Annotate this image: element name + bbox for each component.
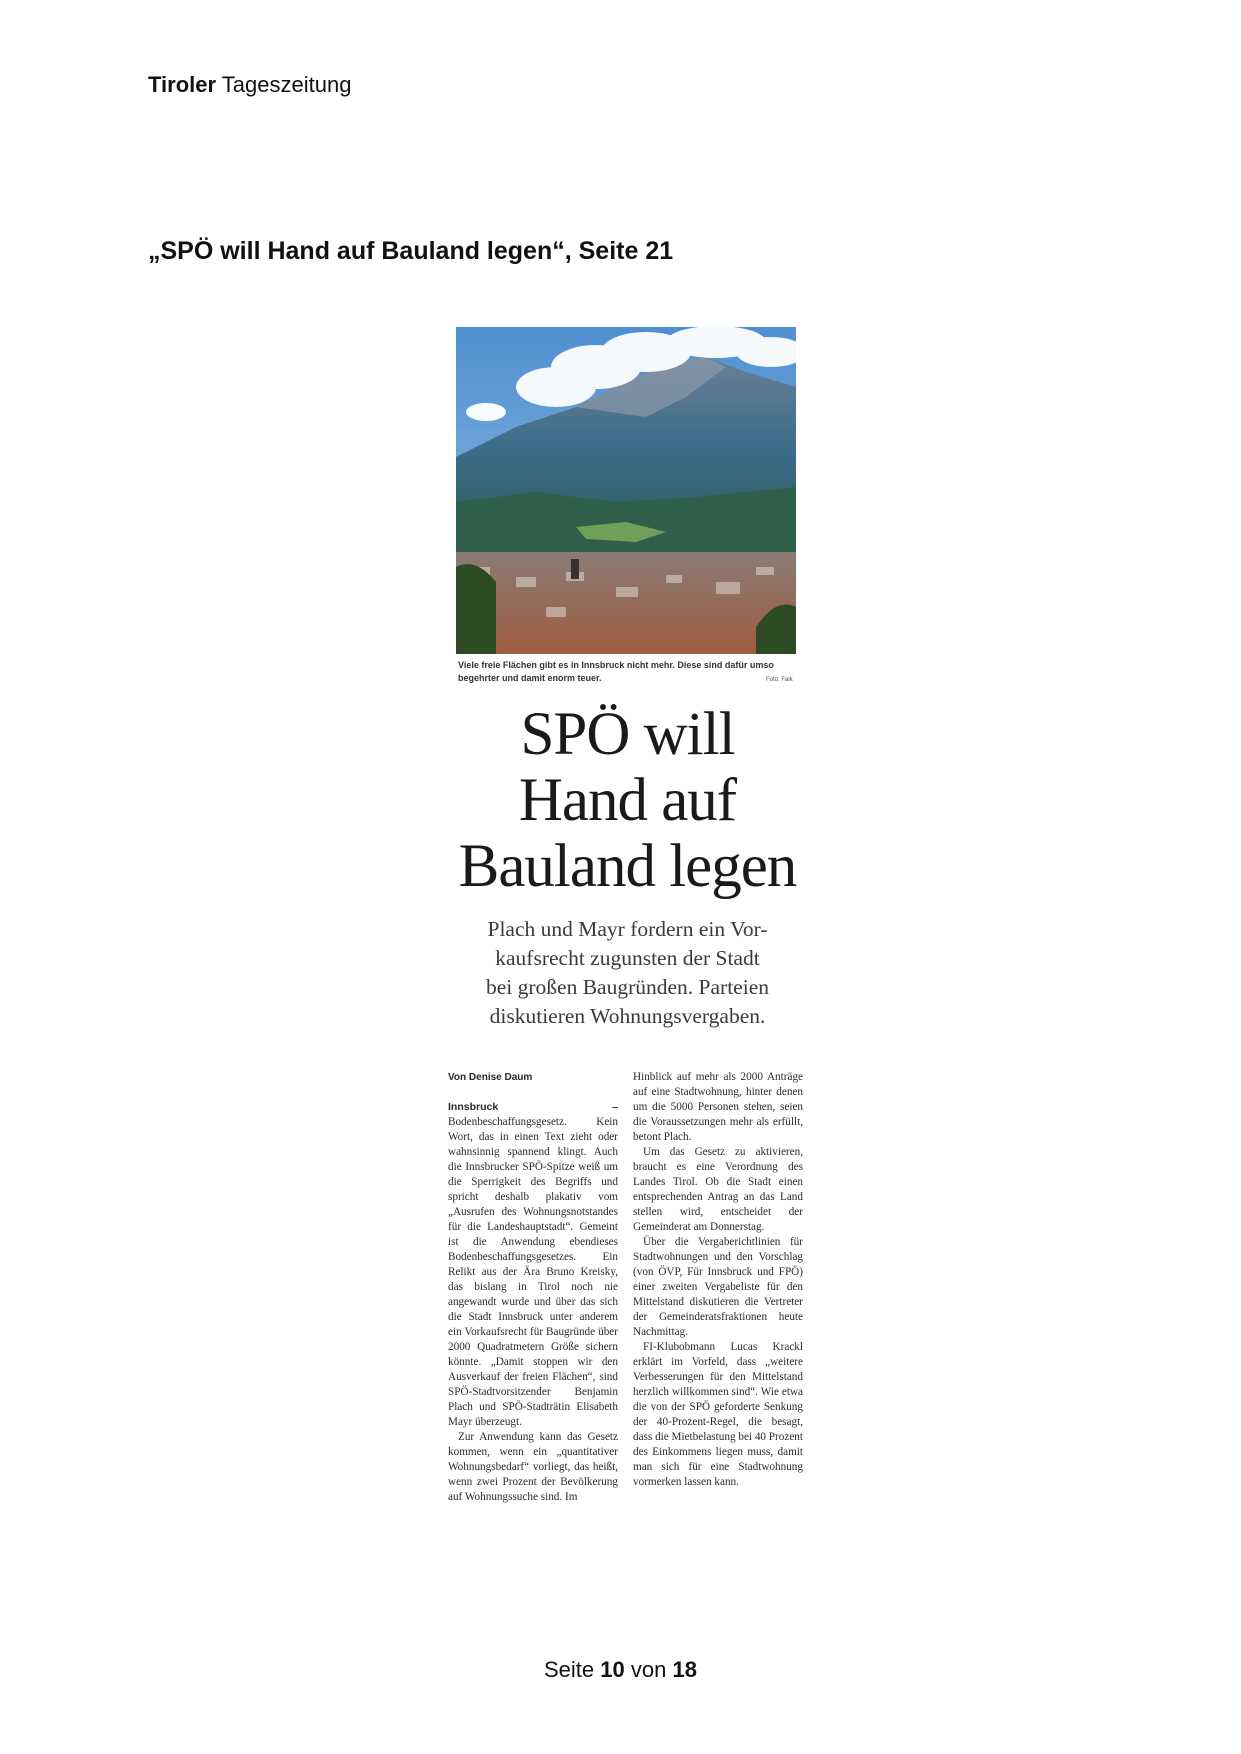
innsbruck-mountain-photo [456,327,796,654]
total-pages: 18 [672,1657,697,1682]
dateline: Innsbruck – [448,1101,618,1113]
article-reference-title: „SPÖ will Hand auf Bauland legen“, Seite 21 [148,237,674,265]
subhead-line: kaufsrecht zugunsten der Stadt [495,946,760,970]
paragraph-text: Bodenbeschaffungsgesetz. Kein Wort, das in einen Text zieht oder wahnsinnig spannend klingt. Auch die Innsbrucker SPÖ-Spitze weiß um die Sperrigkeit des Begriffs und spricht deshalb plakativ vom „Ausrufen des Wohnungsnotstandes für die Landeshauptstadt“. Gemeint ist die Anwendung ebendieses Bodenbeschaffungsgesetzes. Ein Relikt aus der Ära Bruno Kreisky, das bislang in Tirol noch nie angewandt wurde und über das sich die Stadt Innsbruck unter anderem ein Vorkaufsrecht für Baugründe über 2000 Quadratmetern Größe sichern könnte. „Damit stoppen wir den Ausverkauf der freien Flächen“, sind SPÖ-Stadtvorsitzender Benjamin Plach und SPÖ-Stadträtin Elisabeth Mayr überzeugt. [448,1116,618,1428]
subhead-line: bei großen Baugründen. Parteien [486,975,769,999]
subhead-line: Plach und Mayr fordern ein Vor- [487,917,768,941]
publication-name-bold: Tiroler [148,72,217,97]
current-page: 10 [600,1657,625,1682]
page-number [0,1657,1241,1683]
publication-name-rest: Tageszeitung [221,72,352,97]
article-subheadline [440,915,815,1031]
body-paragraph: Hinblick auf mehr als 2000 Anträge auf eine Stadtwohnung, hinter denen um die 5000 Personen stehen, seien die Voraussetzungen mehr als erfüllt, betont Plach. [633,1071,803,1143]
article-column-2 [633,1070,803,1490]
headline-line: Hand auf [518,767,737,834]
body-paragraph: FI-Klubobmann Lucas Krackl erklärt im Vorfeld, dass „weitere Verbesserungen für den Mittelstand herzlich willkommen sind“. Wie etwa die von der SPÖ geforderte Senkung der 40-Prozent-Regel, die besagt, dass die Mietbelastung bei 40 Prozent des Einkommens liegen muss, damit man sich für eine Stadtwohnung vormerken lassen kann. [633,1341,803,1488]
article-column-1 [448,1070,618,1505]
photo-credit: Foto: Falk [766,677,793,683]
headline-line: SPÖ will [520,701,735,768]
article-headline [430,702,825,900]
body-paragraph: Über die Vergaberichtlinien für Stadtwohnungen und den Vorschlag (von ÖVP, Für Innsbruck und FPÖ) einer zweiten Vergabeliste für den Mittelstand diskutieren die Vertreter der Gemeinderatsfraktionen heute Nachmittag. [633,1236,803,1338]
body-paragraph: Um das Gesetz zu aktivieren, braucht es eine Verordnung des Landes Tirol. Ob die Stadt einen entsprechenden Antrag an das Land stellen wird, entscheidet der Gemeinderat am Donnerstag. [633,1146,803,1233]
subhead-line: diskutieren Wohnungsvergaben. [489,1004,766,1028]
headline-line: Bauland legen [458,833,797,900]
author-byline: Von Denise Daum [448,1072,533,1083]
body-paragraph: Zur Anwendung kann das Gesetz kommen, wenn ein „quantitativer Wohnungsbedarf“ vorliegt, das heißt, wenn zwei Prozent der Bevölkerung auf Wohnungssuche sind. Im [448,1431,618,1503]
page-middle: von [630,1657,667,1682]
photo-caption: Viele freie Flächen gibt es in Innsbruck nicht mehr. Diese sind dafür umso begehrter und damit enorm teuer. [458,660,774,683]
publication-name [148,72,351,98]
body-paragraph [448,1100,618,1430]
page-prefix: Seite [544,1657,595,1682]
